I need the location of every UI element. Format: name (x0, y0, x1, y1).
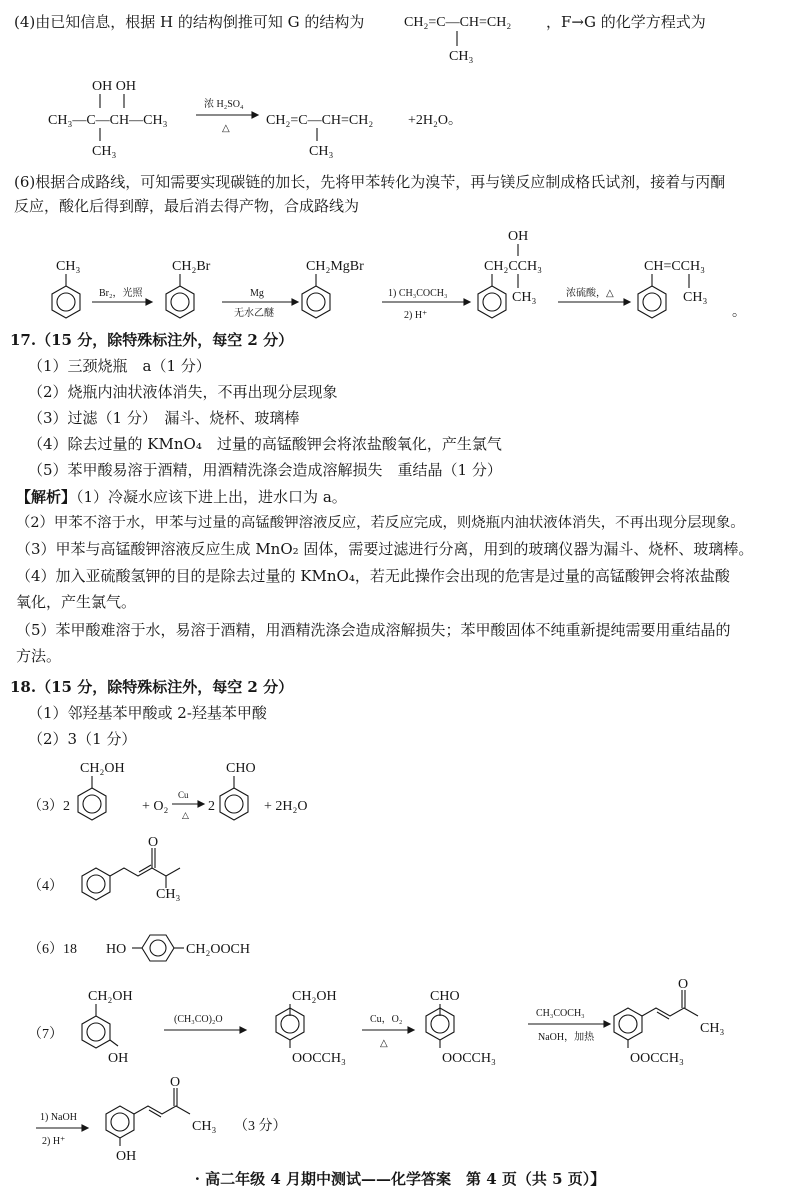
route6-a2-bot: 无水乙醚 (234, 308, 274, 319)
q18-3-water: + 2H₂O (264, 799, 308, 814)
eq4-product-methyl: CH₃ (309, 144, 334, 159)
q17-analysis-3: （3）甲苯与高锰酸钾溶液反应生成 MnO₂ 固体，需要过滤进行分离，用到的玻璃仪器为漏斗、烧杯、玻璃棒。 (16, 540, 754, 558)
r7-s4-me: CH₃ (700, 1021, 725, 1036)
q17-analysis-1: 【解析】（1）冷凝水应该下进上出，进水口为 a。 (16, 488, 347, 506)
q17-analysis-5b: 方法。 (16, 647, 62, 665)
q16-6-line1: (6)根据合成路线，可知需要实现碳链的加长，先将甲苯转化为溴苄，再与镁反应制成格氏试剂，接着与丙酮 (14, 173, 726, 191)
route6-end: 。 (732, 305, 746, 320)
q18-6-left: HO (106, 942, 127, 957)
r7-a1: (CH₃CO)₂O (174, 1014, 223, 1025)
eq4-water: +2H₂O。 (408, 113, 462, 128)
r7-a3-bot: NaOH，加热 (538, 1032, 595, 1043)
q16-4-tail: ，F→G 的化学方程式为 (546, 13, 706, 31)
q18-header: 18.（15 分，除特殊标注外，每空 2 分） (10, 678, 294, 696)
benzene-ring-r7-5-circle (111, 1113, 129, 1131)
r7-s4-chain (642, 1008, 698, 1016)
struct-G-formula: CH₂=C—CH=CH₂ (404, 15, 512, 30)
q18-3-cond: △ (182, 810, 189, 820)
q16-4-intro: (4)由已知信息，根据 H 的结构倒推可知 G 的结构为 (14, 13, 365, 31)
route6-a4-top: 浓硫酸，△ (566, 288, 614, 299)
q18-7-label: （7） (28, 1027, 63, 1042)
r7-score: （3 分） (234, 1119, 287, 1134)
r7-s1-bond-bot (110, 1040, 118, 1046)
q17-analysis-4b: 氧化，产生氯气。 (16, 593, 137, 611)
eq4-oh-labels: OH OH (92, 79, 136, 94)
benzene-ring-r7-1 (82, 1016, 110, 1048)
eq4-condition: △ (222, 123, 230, 134)
r7-arrowhead-4 (82, 1125, 88, 1131)
r7-a4-bot: 2) H⁺ (42, 1136, 66, 1147)
q18-3-label: （3）2 (28, 799, 70, 814)
route6-s2-label: CH₂Br (172, 259, 211, 274)
q18-3-o2: + O₂ (142, 799, 169, 814)
r7-s5-bot: OH (116, 1149, 137, 1160)
q18-3-sub1: CH₂OH (80, 761, 125, 776)
q18-4-o: O (148, 835, 159, 850)
q18-4-label: （4） (28, 879, 63, 894)
r7-s5-o: O (170, 1075, 181, 1090)
r7-s2-bot: OOCCH₃ (292, 1051, 346, 1066)
benzene-ring-18-6-circle (150, 940, 166, 956)
r7-a2-bot: △ (380, 1038, 388, 1049)
r7-arrowhead-2 (408, 1027, 414, 1033)
route6-s4-me: CH₃ (512, 290, 537, 305)
q17-answer-3: （3）过滤（1 分） 漏斗、烧杯、玻璃棒 (28, 409, 300, 427)
q17-answer-5: （5）苯甲酸易溶于酒精，用酒精洗涤会造成溶解损失 重结晶（1 分） (28, 461, 502, 479)
eq4-reactant: CH₃—C—CH—CH₃ (48, 113, 168, 128)
benzene-ring-r7-2-circle (281, 1015, 299, 1033)
q18-answer-2: （2）3（1 分） (28, 730, 137, 748)
r7-s3-top: CHO (430, 989, 460, 1004)
r7-a4-top: 1) NaOH (40, 1112, 77, 1123)
eq4-reactant-methyl: CH₃ (92, 144, 117, 159)
benzene-ring-18-4-circle (87, 875, 105, 893)
q18-3-arrowhead (198, 801, 204, 807)
route6-s4-label: CH₂CCH₃ (484, 259, 542, 274)
r7-a3-top: CH₃COCH₃ (536, 1008, 585, 1019)
eq4-product: CH₂=C—CH=CH₂ (266, 113, 374, 128)
benzene-ring-18-3a (78, 788, 106, 820)
q17-answer-2: （2）烧瓶内油状液体消失，不再出现分层现象 (28, 383, 338, 401)
q18-3-coef: 2 (208, 799, 215, 814)
q16-6-line2: 反应，酸化后得到醇，最后消去得产物，合成路线为 (14, 197, 360, 215)
q18-answer-1: （1）邻羟基苯甲酸或 2-羟基苯甲酸 (28, 704, 267, 722)
q17-answer-1: （1）三颈烧瓶 a（1 分） (28, 357, 211, 375)
r7-s5-me: CH₃ (192, 1119, 217, 1134)
benzene-ring-18-3b (220, 788, 248, 820)
r7-arrowhead-3 (604, 1021, 610, 1027)
benzene-ring-18-4 (82, 868, 110, 900)
r7-arrowhead-1 (240, 1027, 246, 1033)
route6-a1-top: Br₂，光照 (99, 288, 143, 299)
r7-a2-top: Cu，O₂ (370, 1014, 403, 1025)
benzene-ring-r7-4 (614, 1008, 642, 1040)
q18-6-right: CH₂OOCH (186, 942, 250, 957)
benzene-ring-18-3b-circle (225, 795, 243, 813)
benzene-ring-18-6 (142, 935, 174, 961)
r7-s1-top: CH₂OH (88, 989, 133, 1004)
route6-s4-oh: OH (508, 229, 529, 244)
q18-4-me: CH₃ (156, 887, 181, 902)
route6-s1-label: CH₃ (56, 259, 81, 274)
route6-a3-bot: 2) H⁺ (404, 310, 428, 321)
route6-a2-top: Mg (250, 288, 264, 299)
benzene-ring-r7-4-circle (619, 1015, 637, 1033)
benzene-ring-r7-1-circle (87, 1023, 105, 1041)
q17-analysis-2: （2）甲苯不溶于水，甲苯与过量的高锰酸钾溶液反应，若反应完成，则烧瓶内油状液体消失，不再出现分层现象。 (16, 515, 745, 531)
q18-6-label: （6）18 (28, 942, 77, 957)
r7-s4-bot: OOCCH₃ (630, 1051, 684, 1066)
benzene-ring-r7-3-circle (431, 1015, 449, 1033)
r7-s4-double (657, 1012, 669, 1019)
route6-s3-label: CH₂MgBr (306, 259, 364, 274)
r7-s2-top: CH₂OH (292, 989, 337, 1004)
route6-a3-top: 1) CH₃COCH₃ (388, 288, 448, 299)
page-footer: · 高二年级 4 月期中测试——化学答案 第 4 页（共 5 页）】 (194, 1170, 606, 1188)
q17-answer-4: （4）除去过量的 KMnO₄ 过量的高锰酸钾会将浓盐酸氧化，产生氯气 (28, 435, 502, 453)
q17-analysis-4a: （4）加入亚硫酸氢钾的目的是除去过量的 KMnO₄，若无此操作会出现的危害是过量的高锰酸钾会将浓盐酸 (16, 567, 730, 585)
r7-s5-chain (134, 1106, 190, 1114)
q18-4-double (139, 865, 151, 872)
q18-3-sub2: CHO (226, 761, 256, 776)
benzene-ring-r7-5 (106, 1106, 134, 1138)
route6-s5-label: CH=CCH₃ (644, 259, 706, 274)
benzene-ring-18-3a-circle (83, 795, 101, 813)
route6-s5-me: CH₃ (683, 290, 708, 305)
q18-3-cat: Cu (178, 790, 189, 800)
q17-header: 17.（15 分，除特殊标注外，每空 2 分） (10, 331, 294, 349)
eq4-reagent: 浓 H₂SO₄ (204, 99, 244, 110)
analysis-label: 【解析】 (16, 488, 77, 506)
q17-analysis-5a: （5）苯甲酸难溶于水，易溶于酒精，用酒精洗涤会造成溶解损失；苯甲酸固体不纯重新提纯需要用重结晶的 (16, 621, 731, 639)
r7-s1-bot: OH (108, 1051, 129, 1066)
r7-s3-bot: OOCCH₃ (442, 1051, 496, 1066)
struct-G-methyl: CH₃ (449, 49, 474, 64)
r7-s5-double (149, 1110, 161, 1117)
q18-4-chain (110, 868, 180, 876)
r7-s4-o: O (678, 977, 689, 992)
